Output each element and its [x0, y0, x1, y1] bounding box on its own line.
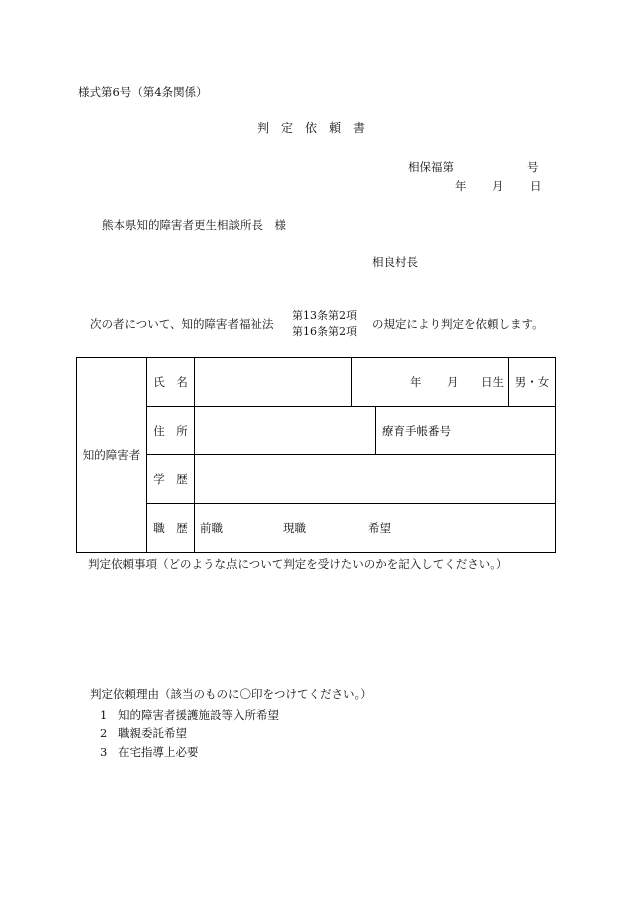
- request-matters-label: 判定依頼事項（どのような点について判定を受けたいのかを記入してください。）: [88, 557, 508, 571]
- reason-number: 3: [100, 745, 108, 759]
- sex-field: [509, 358, 555, 407]
- date-year: 年: [455, 179, 467, 193]
- reference-suffix: 号: [527, 160, 539, 174]
- reason-text: 知的障害者援護施設等入所希望: [118, 708, 279, 722]
- name-field: [195, 358, 352, 407]
- form-number: 様式第6号（第4条関係）: [78, 85, 208, 99]
- career-current-label: 現職: [283, 521, 306, 535]
- name-label: 氏 名: [153, 375, 188, 389]
- birth-month-label: 月: [447, 375, 459, 389]
- address-field: [195, 407, 376, 455]
- handbook-number-field: [376, 407, 555, 455]
- career-label-cell: [147, 504, 195, 552]
- handbook-label: 療育手帳番号: [382, 423, 451, 438]
- education-field: [195, 455, 555, 504]
- group-label-cell: [77, 358, 147, 552]
- document-title: 判 定 依 頼 書: [257, 121, 366, 135]
- request-lead: 次の者について、知的障害者福祉法: [90, 317, 274, 331]
- career-field: [195, 504, 555, 552]
- addressee: 熊本県知的障害者更生相談所長 様: [102, 218, 286, 232]
- sex-options: 男・女: [514, 375, 550, 389]
- date-month: 月: [492, 179, 504, 193]
- request-article-13: 第13条第2項: [292, 309, 357, 322]
- birthdate-field: [352, 358, 509, 407]
- applicant-table: [76, 357, 556, 553]
- reason-number: 1: [100, 708, 108, 722]
- career-previous-label: 前職: [200, 521, 223, 535]
- request-reasons-heading: 判定依頼理由（該当のものに〇印をつけてください。）: [90, 687, 372, 701]
- name-label-cell: [147, 358, 195, 407]
- reference-prefix: 相保福第: [408, 160, 454, 174]
- address-label-cell: [147, 407, 195, 455]
- education-label-cell: [147, 455, 195, 504]
- request-article-16: 第16条第2項: [292, 325, 357, 338]
- group-label: 知的障害者: [82, 448, 141, 462]
- education-label: 学 歴: [153, 472, 188, 486]
- date-day: 日: [530, 179, 542, 193]
- career-desired-label: 希望: [368, 521, 391, 535]
- reason-text: 在宅指導上必要: [118, 745, 199, 759]
- request-tail: の規定により判定を依頼します。: [372, 317, 544, 331]
- birth-year-label: 年: [410, 375, 422, 389]
- birth-day-label: 日生: [481, 375, 504, 389]
- career-label: 職 歴: [153, 521, 188, 535]
- reason-number: 2: [100, 726, 108, 740]
- reason-text: 職親委託希望: [118, 726, 187, 740]
- sender: 相良村長: [372, 255, 418, 269]
- address-label: 住 所: [153, 423, 188, 438]
